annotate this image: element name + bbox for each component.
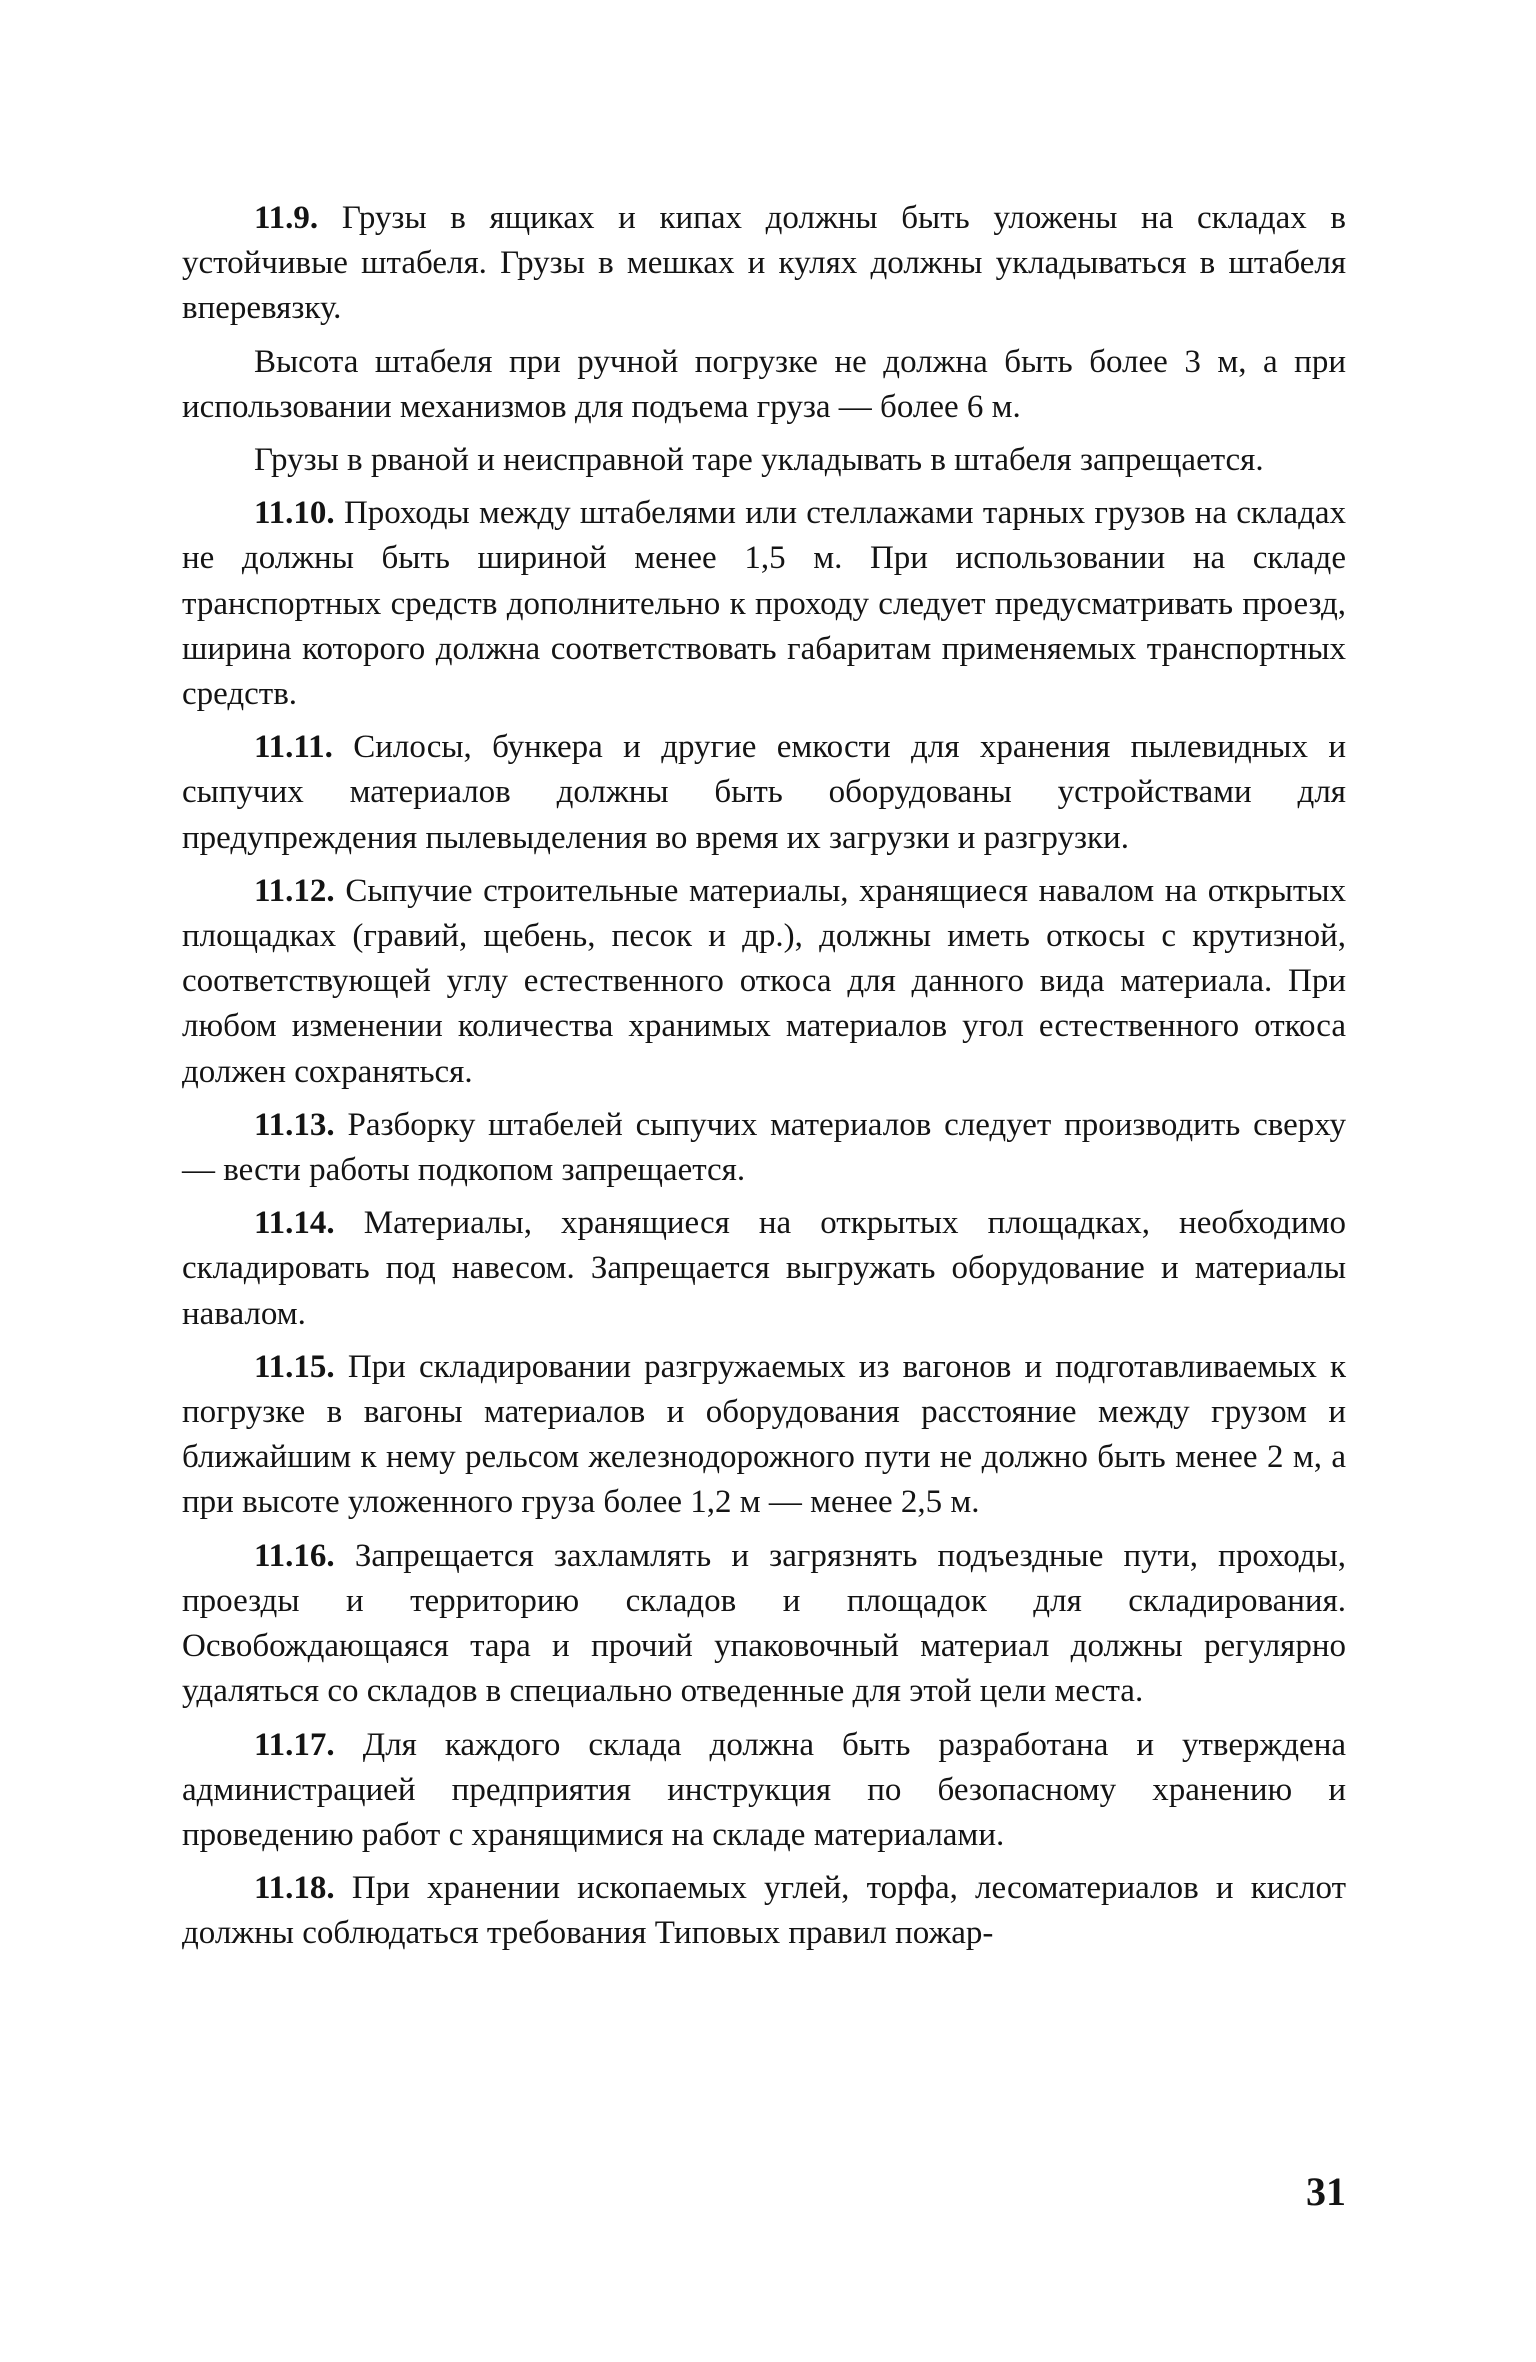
paragraph-11-9 [182, 196, 1346, 332]
paragraph-text: Грузы в ящиках и кипах должны быть уложены на складах в устойчивые штабеля. Грузы в мешках и кулях должны укладываться в штабеля вперевязку. [182, 200, 1346, 327]
clause-number: 11.14. [254, 1205, 335, 1242]
paragraph-text: Высота штабеля при ручной погрузке не должна быть более 3 м, а при использовании механизмов для подъема груза — более 6 м. [182, 343, 1346, 425]
clause-number: 11.16. [254, 1537, 335, 1574]
page-number: 31 [1306, 2169, 1346, 2214]
paragraph-text: Запрещается захламлять и загрязнять подъездные пути, проходы, проезды и территорию складов и площадок для складирования. Освобождающаяся тара и прочий упаковочный материал должны регулярно удаляться со складов в специально отведенные для этой цели места. [182, 1537, 1347, 1710]
page-body [182, 196, 1346, 1965]
clause-number: 11.13. [254, 1106, 335, 1143]
paragraph-stack-height [182, 340, 1346, 430]
paragraph-damaged-packaging [182, 438, 1346, 483]
paragraph-11-17 [182, 1723, 1346, 1859]
clause-number: 11.12. [254, 872, 335, 909]
paragraph-text: При хранении ископаемых углей, торфа, лесоматериалов и кислот должны соблюдаться требования Типовых правил пожар- [182, 1870, 1346, 1952]
paragraph-text: Грузы в рваной и неисправной таре укладывать в штабеля запрещается. [254, 442, 1264, 479]
paragraph-11-10 [182, 491, 1346, 717]
clause-number: 11.11. [254, 729, 333, 766]
paragraph-11-11 [182, 725, 1346, 861]
clause-number: 11.15. [254, 1348, 335, 1385]
paragraph-11-16 [182, 1534, 1346, 1715]
paragraph-11-14 [182, 1201, 1346, 1337]
paragraph-text: Материалы, хранящиеся на открытых площадках, необходимо складировать под навесом. Запрещается выгружать оборудование и материалы навалом. [182, 1205, 1347, 1332]
paragraph-text: При складировании разгружаемых из вагонов и подготавливаемых к погрузке в вагоны материалов и оборудования расстояние между грузом и ближайшим к нему рельсом железнодорожного пути не должно быть менее 2 м, а при высоте уложенного груза более 1,2 м — менее 2,5 м. [182, 1348, 1347, 1521]
paragraph-text: Сыпучие строительные материалы, хранящиеся навалом на открытых площадках (гравий, щебень, песок и др.), должны иметь откосы с крутизной, соответствующей углу естественного откоса для данного вида материала. При любом изменении количества хранимых материалов угол естественного откоса должен сохраняться. [182, 872, 1346, 1090]
paragraph-text: Для каждого склада должна быть разработана и утверждена администрацией предприятия инструкция по безопасному хранению и проведению работ с хранящимися на складе материалами. [182, 1726, 1347, 1853]
paragraph-11-13 [182, 1103, 1346, 1193]
clause-number: 11.17. [254, 1726, 335, 1763]
clause-number: 11.10. [254, 495, 335, 532]
clause-number: 11.9. [254, 200, 319, 236]
paragraph-text: Разборку штабелей сыпучих материалов следует производить сверху — вести работы подкопом запрещается. [182, 1106, 1347, 1189]
clause-number: 11.18. [254, 1870, 335, 1907]
paragraph-11-18 [182, 1866, 1346, 1956]
paragraph-11-12 [182, 869, 1346, 1095]
paragraph-text: Проходы между штабелями или стеллажами тарных грузов на складах не должны быть шириной менее 1,5 м. При использовании на складе транспортных средств дополнительно к проходу следует предусматривать проезд, ширина которого должна соответствовать габаритам применяемых транспортных средств. [182, 495, 1347, 713]
paragraph-text: Силосы, бункера и другие емкости для хранения пылевидных и сыпучих материалов должны быть оборудованы устройствами для предупреждения пылевыделения во время их загрузки и разгрузки. [182, 729, 1347, 856]
paragraph-11-15 [182, 1345, 1346, 1526]
